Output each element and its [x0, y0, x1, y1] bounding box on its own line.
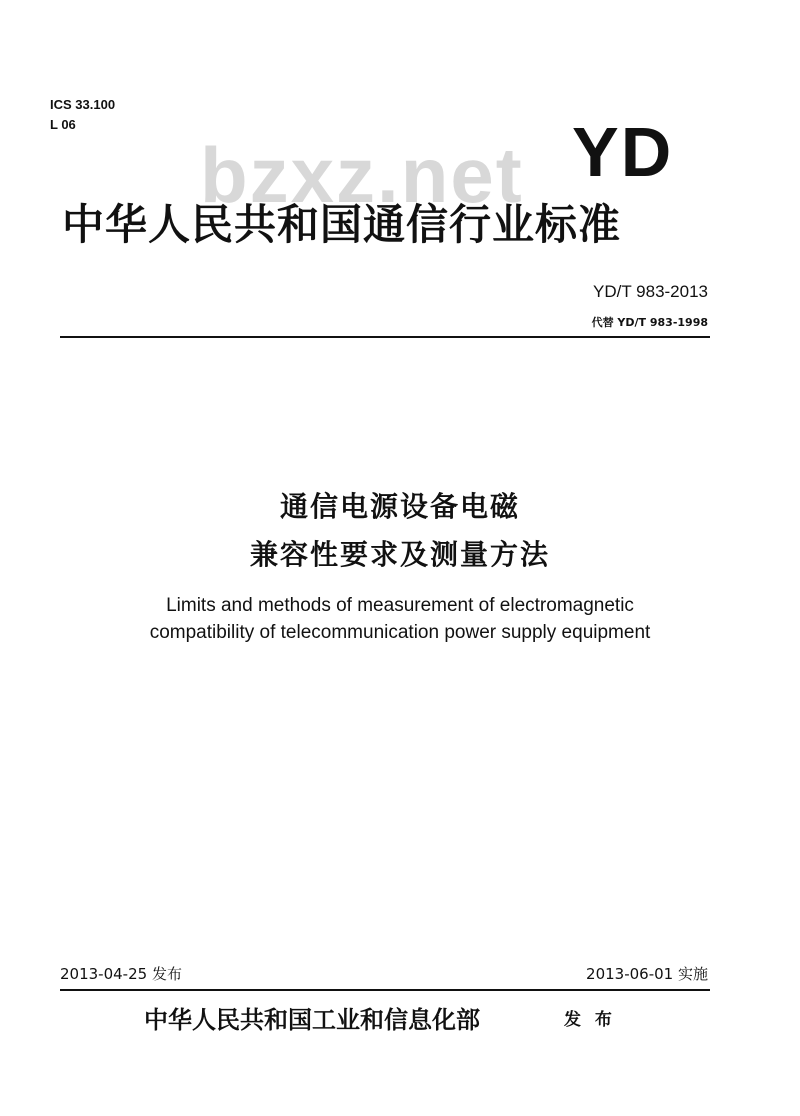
yd-logo: YD: [572, 113, 674, 191]
ccs-code: L 06: [50, 117, 76, 132]
publisher-name: 中华人民共和国工业和信息化部: [144, 1005, 480, 1034]
publish-label: 发 布: [564, 1010, 616, 1030]
document-title-en-line1: Limits and methods of measurement of electromagnetic: [166, 595, 634, 616]
header-divider: [60, 336, 710, 338]
classification-codes: [50, 95, 115, 135]
issue-date: 2013-04-25 发布: [60, 965, 182, 983]
standard-category-title: 中华人民共和国通信行业标准: [62, 200, 622, 249]
standard-number: YD/T 983-2013: [593, 282, 708, 301]
document-title-zh-line2: 兼容性要求及测量方法: [249, 538, 550, 571]
implementation-date: 2013-06-01 实施: [586, 965, 708, 983]
replaces-standard: 代替 YD/T 983-1998: [591, 316, 708, 329]
document-title-zh-line1: 通信电源设备电磁: [279, 490, 520, 523]
footer-divider: [60, 989, 710, 991]
ics-code: ICS 33.100: [50, 97, 116, 112]
watermark: bzxz.net: [200, 131, 524, 219]
document-title-en-line2: compatibility of telecommunication power supply equipment: [149, 622, 651, 643]
